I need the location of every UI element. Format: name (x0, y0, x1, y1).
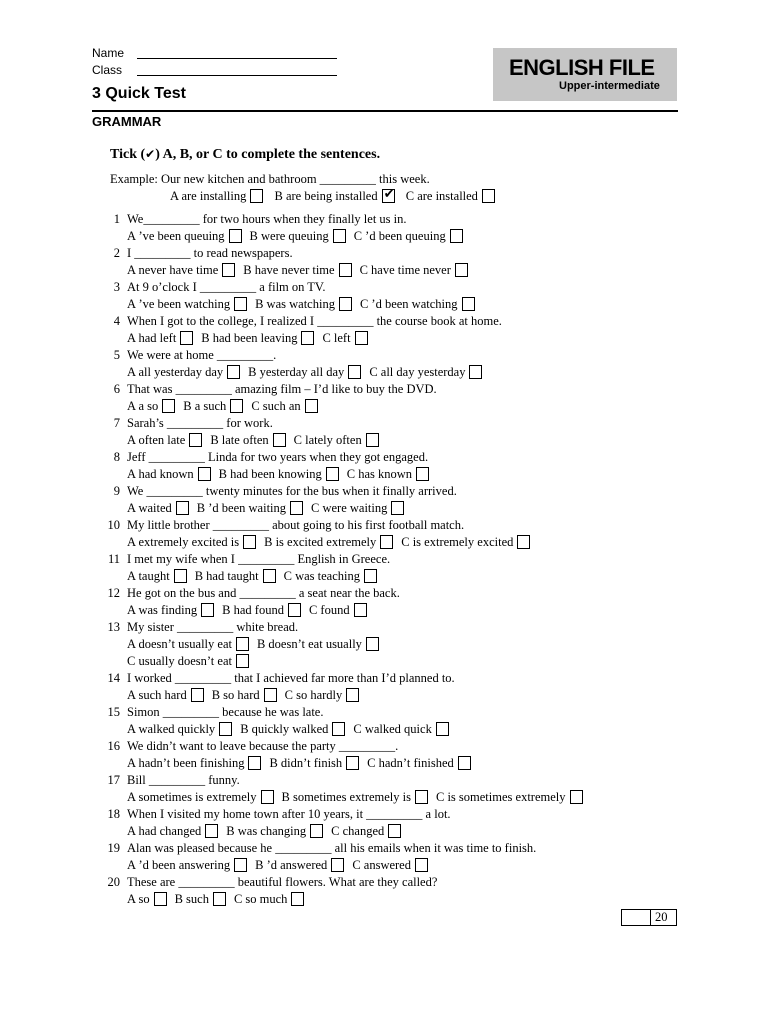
answer-option-label: A had left (127, 331, 177, 345)
answer-checkbox[interactable] (517, 535, 530, 549)
answer-checkbox[interactable] (366, 433, 379, 447)
answer-checkbox[interactable] (415, 790, 428, 804)
class-line[interactable] (137, 75, 337, 76)
question-options (127, 228, 471, 244)
question-sentence: We were at home _________. (127, 348, 277, 362)
answer-option (127, 602, 222, 618)
question-options (127, 602, 375, 618)
answer-option-label: A never have time (127, 263, 219, 277)
answer-option-label: C were waiting (311, 501, 388, 515)
instruction (110, 147, 380, 163)
question-options (127, 755, 479, 771)
answer-checkbox[interactable] (380, 535, 393, 549)
answer-checkbox[interactable] (248, 756, 261, 770)
brand-box (493, 48, 677, 101)
question-number: 10 (107, 518, 120, 532)
answer-checkbox[interactable] (205, 824, 218, 838)
answer-checkbox[interactable] (288, 603, 301, 617)
answer-checkbox[interactable] (273, 433, 286, 447)
answer-option (226, 823, 331, 839)
answer-option (127, 398, 183, 414)
question-number: 9 (113, 484, 120, 498)
answer-checkbox-checked[interactable] (382, 189, 395, 203)
answer-option (234, 891, 312, 907)
answer-option (127, 568, 195, 584)
question-sentence: I worked _________ that I achieved far more than I’d planned to. (127, 671, 455, 685)
answer-option-label: A ’d been answering (127, 858, 231, 872)
header-rule (92, 110, 678, 112)
question-number: 20 (107, 875, 120, 889)
answer-option (197, 500, 311, 516)
answer-option (401, 534, 538, 550)
question-number: 14 (107, 671, 120, 685)
name-line[interactable] (137, 58, 337, 59)
question-number: 2 (113, 246, 120, 260)
answer-option-label: B was changing (226, 824, 307, 838)
question-sentence: Jeff _________ Linda for two years when they got engaged. (127, 450, 429, 464)
question-number: 1 (113, 212, 120, 226)
answer-checkbox[interactable] (234, 858, 247, 872)
answer-checkbox[interactable] (346, 756, 359, 770)
question-options (127, 687, 367, 703)
section-title: GRAMMAR (92, 114, 162, 129)
answer-option-label: B quickly walked (240, 722, 329, 736)
answer-option-label: C so much (233, 892, 288, 906)
answer-option-label: A ’ve been watching (127, 297, 231, 311)
answer-option (353, 721, 456, 737)
answer-checkbox[interactable] (198, 467, 211, 481)
answer-checkbox[interactable] (222, 263, 235, 277)
answer-option-label: C ’d been queuing (353, 229, 446, 243)
answer-checkbox[interactable] (213, 892, 226, 906)
answer-checkbox[interactable] (201, 603, 214, 617)
answer-option-label: A so (127, 892, 150, 906)
score-divider (650, 910, 651, 925)
answer-option (257, 636, 387, 652)
answer-checkbox[interactable] (455, 263, 468, 277)
answer-checkbox[interactable] (388, 824, 401, 838)
tick-icon: ✔ (145, 147, 156, 161)
answer-option-label: C was teaching (283, 569, 360, 583)
answer-checkbox[interactable] (332, 722, 345, 736)
answer-option (347, 466, 437, 482)
answer-option-label: C have time never (359, 263, 451, 277)
answer-option-label: A walked quickly (127, 722, 216, 736)
answer-option (367, 755, 479, 771)
answer-option-label: B didn’t finish (269, 756, 343, 770)
answer-option (240, 721, 353, 737)
answer-option (175, 891, 234, 907)
answer-checkbox[interactable] (191, 688, 204, 702)
answer-checkbox[interactable] (291, 892, 304, 906)
question-sentence: That was _________ amazing film – I’d like to buy the DVD. (127, 382, 437, 396)
answer-checkbox[interactable] (416, 467, 429, 481)
question-number: 4 (113, 314, 120, 328)
answer-option (269, 755, 367, 771)
answer-option (360, 296, 483, 312)
answer-option-label: B was watching (255, 297, 335, 311)
question-number: 3 (113, 280, 120, 294)
answer-option (127, 466, 219, 482)
answer-option (251, 398, 325, 414)
question-sentence: He got on the bus and _________ a seat near the back. (127, 586, 400, 600)
answer-checkbox[interactable] (229, 229, 242, 243)
answer-option (255, 296, 360, 312)
answer-option-label: B had taught (194, 569, 259, 583)
answer-option (127, 534, 264, 550)
question-sentence: Alan was pleased because he _________ all his emails when it was time to finish. (127, 841, 537, 855)
answer-option (352, 857, 436, 873)
answer-checkbox[interactable] (391, 501, 404, 515)
answer-option-label: A such hard (127, 688, 187, 702)
answer-option (127, 891, 175, 907)
answer-option-label: B have never time (243, 263, 335, 277)
answer-checkbox[interactable] (354, 603, 367, 617)
answer-checkbox[interactable] (458, 756, 471, 770)
answer-checkbox[interactable] (243, 535, 256, 549)
answer-option-label: A taught (127, 569, 170, 583)
answer-checkbox[interactable] (236, 654, 249, 668)
answer-option-label: C all day yesterday (369, 365, 466, 379)
answer-checkbox[interactable] (333, 229, 346, 243)
example-option-c: C are installed (406, 188, 503, 204)
question-sentence: When I got to the college, I realized I _________ the course book at home. (127, 314, 502, 328)
answer-option-label: B doesn’t eat usually (256, 637, 362, 651)
answer-checkbox[interactable] (219, 722, 232, 736)
answer-option (210, 432, 293, 448)
answer-option-label: A ’ve been queuing (127, 229, 225, 243)
answer-option-label: B a such (183, 399, 227, 413)
question-options (127, 296, 483, 312)
example-sentence: Example: Our new kitchen and bathroom _________ this week. (110, 172, 430, 186)
test-title: 3 Quick Test (92, 85, 186, 102)
answer-checkbox[interactable] (227, 365, 240, 379)
answer-option-label: B had been leaving (201, 331, 298, 345)
answer-checkbox[interactable] (331, 858, 344, 872)
answer-option (195, 568, 284, 584)
checkmark-icon: ✔ (383, 187, 395, 202)
answer-option-label: A often late (127, 433, 186, 447)
question-sentence: We_________ for two hours when they finally let us in. (127, 212, 407, 226)
answer-option (219, 466, 347, 482)
question-number: 7 (113, 416, 120, 430)
question-options (127, 789, 591, 805)
question-options (127, 262, 476, 278)
name-label: Name (92, 46, 125, 60)
answer-option (127, 857, 255, 873)
answer-checkbox[interactable] (355, 331, 368, 345)
answer-checkbox[interactable] (339, 297, 352, 311)
example-option-b: B are being installed ✔ (274, 187, 395, 203)
answer-checkbox[interactable] (450, 229, 463, 243)
answer-option (285, 687, 368, 703)
answer-option-label: A extremely excited is (127, 535, 240, 549)
question-sentence: When I visited my home town after 10 years, it _________ a lot. (127, 807, 451, 821)
answer-option (309, 602, 375, 618)
answer-option-label: B ’d answered (255, 858, 328, 872)
answer-checkbox[interactable] (482, 189, 495, 203)
answer-option-label: C is sometimes extremely (436, 790, 566, 804)
question-options (127, 568, 385, 584)
answer-option (127, 500, 197, 516)
answer-option-label: A had changed (127, 824, 202, 838)
answer-option-label: C usually doesn’t eat (127, 654, 232, 668)
answer-option-label: C changed (331, 824, 385, 838)
answer-checkbox[interactable] (250, 189, 263, 203)
answer-checkbox[interactable] (462, 297, 475, 311)
answer-option-label: A sometimes is extremely (127, 790, 257, 804)
answer-checkbox[interactable] (154, 892, 167, 906)
question-sentence: My sister _________ white bread. (127, 620, 299, 634)
question-number: 13 (107, 620, 120, 634)
answer-option (127, 636, 257, 652)
answer-checkbox[interactable] (261, 790, 274, 804)
question-sentence: We _________ twenty minutes for the bus when it finally arrived. (127, 484, 457, 498)
question-number: 17 (107, 773, 120, 787)
answer-option-label: B such (174, 892, 209, 906)
question-sentence: Sarah’s _________ for work. (127, 416, 273, 430)
answer-option-label: A hadn’t been finishing (127, 756, 245, 770)
answer-option (369, 364, 490, 380)
question-sentence: I _________ to read newspapers. (127, 246, 293, 260)
question-options (127, 432, 387, 448)
question-number: 18 (107, 807, 120, 821)
answer-checkbox[interactable] (305, 399, 318, 413)
answer-option-label: B yesterday all day (248, 365, 345, 379)
question-number: 15 (107, 705, 120, 719)
question-sentence: We didn’t want to leave because the party _________. (127, 739, 399, 753)
answer-option-label: A doesn’t usually eat (127, 637, 232, 651)
answer-option (127, 432, 210, 448)
answer-option (294, 432, 387, 448)
question-number: 6 (113, 382, 120, 396)
answer-option-label: C such an (251, 399, 301, 413)
question-options (127, 891, 312, 907)
answer-checkbox[interactable] (436, 722, 449, 736)
answer-option (282, 789, 437, 805)
answer-checkbox[interactable] (415, 858, 428, 872)
answer-option (212, 687, 285, 703)
answer-option (264, 534, 401, 550)
example-option-a: A are installing (170, 188, 271, 204)
answer-option-label: C has known (346, 467, 413, 481)
answer-checkbox[interactable] (230, 399, 243, 413)
answer-option-label: C found (308, 603, 350, 617)
answer-option-label: B sometimes extremely is (281, 790, 411, 804)
answer-option (127, 755, 269, 771)
answer-option (255, 857, 352, 873)
question-options (127, 653, 257, 669)
answer-option-label: B late often (210, 433, 269, 447)
brand-subtitle: Upper-intermediate (559, 80, 660, 92)
score-box (621, 909, 677, 926)
answer-option-label: B is excited extremely (264, 535, 377, 549)
answer-checkbox[interactable] (366, 637, 379, 651)
instruction-post: ) A, B, or C to complete the sentences. (155, 147, 381, 162)
question-number: 5 (113, 348, 120, 362)
class-label: Class (92, 63, 123, 77)
question-options (127, 398, 326, 414)
answer-option-label: C is extremely excited (401, 535, 514, 549)
answer-option (127, 330, 201, 346)
question-sentence: These are _________ beautiful flowers. What are they called? (127, 875, 438, 889)
answer-checkbox[interactable] (176, 501, 189, 515)
answer-option-label: A all yesterday day (127, 365, 224, 379)
answer-option-label: C hadn’t finished (367, 756, 454, 770)
answer-option (127, 721, 240, 737)
question-number: 12 (107, 586, 120, 600)
answer-option (322, 330, 375, 346)
question-options (127, 857, 436, 873)
answer-option (127, 687, 212, 703)
question-options (127, 466, 437, 482)
question-number: 11 (107, 552, 120, 566)
answer-checkbox[interactable] (264, 688, 277, 702)
answer-option-label: B had been knowing (218, 467, 322, 481)
answer-option-label: C left (322, 331, 351, 345)
answer-checkbox[interactable] (570, 790, 583, 804)
answer-option-label: B so hard (211, 688, 260, 702)
answer-option-label: A had known (127, 467, 194, 481)
example-options (170, 188, 503, 204)
answer-option (127, 296, 255, 312)
instruction-pre: Tick ( (110, 147, 146, 162)
answer-checkbox[interactable] (174, 569, 187, 583)
answer-checkbox[interactable] (189, 433, 202, 447)
answer-option-label: C lately often (293, 433, 362, 447)
answer-option (354, 228, 471, 244)
question-options (127, 823, 409, 839)
answer-checkbox[interactable] (346, 688, 359, 702)
question-options (127, 534, 538, 550)
answer-option (284, 568, 385, 584)
answer-option (250, 228, 354, 244)
answer-option (127, 789, 282, 805)
answer-option (311, 500, 412, 516)
answer-option-label: A waited (127, 501, 172, 515)
answer-option (127, 364, 248, 380)
answer-checkbox[interactable] (234, 297, 247, 311)
answer-checkbox[interactable] (326, 467, 339, 481)
answer-option (243, 262, 359, 278)
answer-checkbox[interactable] (236, 637, 249, 651)
answer-checkbox[interactable] (364, 569, 377, 583)
answer-checkbox[interactable] (469, 365, 482, 379)
answer-option (222, 602, 309, 618)
question-options (127, 500, 412, 516)
answer-option-label: C so hardly (284, 688, 343, 702)
question-options (127, 330, 376, 346)
answer-option (127, 228, 250, 244)
answer-option (127, 262, 243, 278)
answer-option (360, 262, 476, 278)
answer-option-label: C answered (352, 858, 411, 872)
answer-option-label: C ’d been watching (359, 297, 458, 311)
answer-option-label: A was finding (127, 603, 198, 617)
answer-checkbox[interactable] (290, 501, 303, 515)
question-sentence: I met my wife when I _________ English in Greece. (127, 552, 391, 566)
answer-checkbox[interactable] (263, 569, 276, 583)
answer-option (127, 653, 257, 669)
question-sentence: At 9 o’clock I _________ a film on TV. (127, 280, 326, 294)
question-options (127, 636, 387, 652)
question-sentence: Simon _________ because he was late. (127, 705, 324, 719)
brand-title: ENGLISH FILE (509, 55, 655, 80)
question-options (127, 721, 457, 737)
answer-checkbox[interactable] (180, 331, 193, 345)
answer-checkbox[interactable] (310, 824, 323, 838)
score-total: 20 (655, 910, 668, 924)
answer-option-label: C walked quick (353, 722, 432, 736)
answer-option-label: B ’d been waiting (196, 501, 287, 515)
question-number: 8 (113, 450, 120, 464)
question-number: 16 (107, 739, 120, 753)
answer-checkbox[interactable] (348, 365, 361, 379)
answer-option (436, 789, 591, 805)
answer-option-label: B were queuing (249, 229, 329, 243)
answer-checkbox[interactable] (339, 263, 352, 277)
answer-option (183, 398, 251, 414)
answer-option-label: A a so (127, 399, 159, 413)
answer-option (248, 364, 369, 380)
answer-checkbox[interactable] (301, 331, 314, 345)
question-number: 19 (107, 841, 120, 855)
answer-option-label: B had found (222, 603, 284, 617)
question-sentence: My little brother _________ about going to his first football match. (127, 518, 465, 532)
answer-option (127, 823, 226, 839)
answer-option (331, 823, 409, 839)
question-sentence: Bill _________ funny. (127, 773, 240, 787)
answer-option (201, 330, 322, 346)
answer-checkbox[interactable] (162, 399, 175, 413)
question-options (127, 364, 490, 380)
